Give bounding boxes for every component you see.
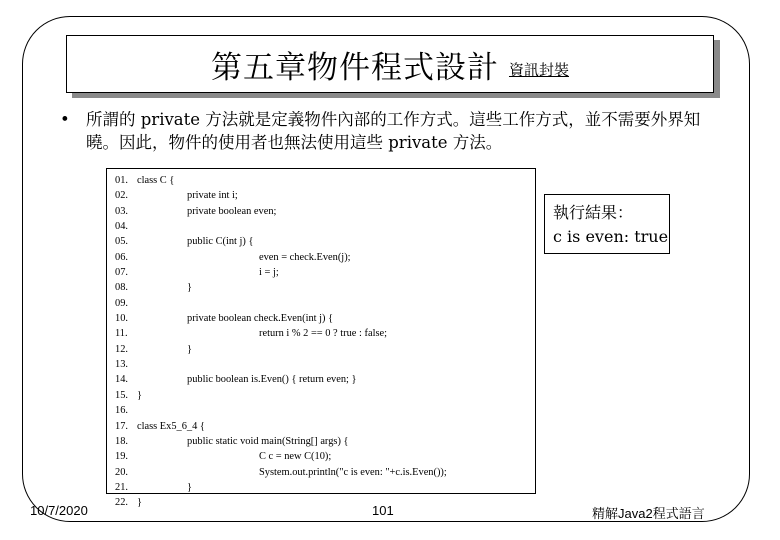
code-line-text: public C(int j) { bbox=[187, 236, 254, 248]
code-line-text: public boolean is.Even() { return even; } bbox=[187, 374, 357, 386]
bullet-text: 所謂的 private 方法就是定義物件內部的工作方式。這些工作方式，並不需要外界知曉。因此，物件的使用者也無法使用這些 private 方法。 bbox=[86, 110, 701, 152]
code-line-text: public static void main(String[] args) { bbox=[187, 435, 349, 447]
code-line bbox=[115, 311, 535, 326]
code-line-number: 05. bbox=[115, 236, 128, 248]
code-line-number: 12. bbox=[115, 343, 128, 355]
code-line-number: 04. bbox=[115, 221, 128, 233]
code-line bbox=[115, 188, 535, 203]
code-line bbox=[115, 419, 535, 434]
code-line-text: } bbox=[137, 389, 142, 401]
code-line bbox=[115, 342, 535, 357]
code-line-number: 21. bbox=[115, 481, 128, 493]
code-line bbox=[115, 388, 535, 403]
bullet-point bbox=[60, 108, 720, 154]
code-line bbox=[115, 434, 535, 449]
code-line-text: } bbox=[137, 497, 142, 509]
code-line bbox=[115, 250, 535, 265]
code-line-text: } bbox=[187, 481, 192, 493]
code-line-text: return i % 2 == 0 ? true : false; bbox=[259, 328, 387, 340]
code-line bbox=[115, 465, 535, 480]
code-line-number: 15. bbox=[115, 389, 128, 401]
code-line bbox=[115, 204, 535, 219]
code-line-text: private int i; bbox=[187, 190, 238, 202]
bullet-dot-icon: • bbox=[60, 110, 70, 129]
result-box bbox=[544, 194, 670, 254]
footer-date: 10/7/2020 bbox=[30, 503, 88, 518]
code-line bbox=[115, 403, 535, 418]
code-line-text: C c = new C(10); bbox=[259, 451, 332, 463]
code-line-text: private boolean even; bbox=[187, 205, 277, 217]
code-line-text: class C { bbox=[137, 175, 175, 186]
code-line bbox=[115, 372, 535, 387]
code-line bbox=[115, 280, 535, 295]
code-line-number: 13. bbox=[115, 359, 128, 371]
code-line-number: 09. bbox=[115, 297, 128, 309]
code-line bbox=[115, 296, 535, 311]
code-line bbox=[115, 234, 535, 249]
code-line-number: 03. bbox=[115, 205, 128, 217]
result-label: 執行結果： bbox=[553, 203, 634, 222]
title-box bbox=[66, 35, 714, 93]
code-line bbox=[115, 173, 535, 188]
code-line bbox=[115, 449, 535, 464]
code-line-number: 10. bbox=[115, 313, 128, 325]
code-line-text: class Ex5_6_4 { bbox=[137, 420, 205, 432]
code-line bbox=[115, 219, 535, 234]
code-line-number: 02. bbox=[115, 190, 128, 202]
code-line-text bbox=[135, 357, 137, 372]
slide-title: 第五章物件程式設計 bbox=[210, 49, 499, 86]
code-line-number: 18. bbox=[115, 435, 128, 447]
code-line-number: 19. bbox=[115, 451, 128, 463]
code-line-number: 20. bbox=[115, 466, 128, 478]
code-line-number: 14. bbox=[115, 374, 128, 386]
code-line-number: 22. bbox=[115, 497, 128, 509]
code-line-number: 07. bbox=[115, 267, 128, 279]
code-line-text: System.out.println("c is even: "+c.is.Even()); bbox=[259, 466, 447, 478]
code-line-text bbox=[135, 403, 137, 418]
code-line-number: 08. bbox=[115, 282, 128, 294]
code-line bbox=[115, 357, 535, 372]
code-line-text bbox=[135, 219, 137, 234]
slide-subtitle: 資訊封裝 bbox=[508, 60, 569, 79]
code-line-text: i = j; bbox=[259, 267, 279, 279]
code-line-number: 01. bbox=[115, 175, 128, 186]
code-line-number: 11. bbox=[115, 328, 128, 340]
code-line-text: } bbox=[187, 282, 192, 294]
code-line bbox=[115, 495, 535, 510]
code-line-number: 17. bbox=[115, 420, 128, 432]
code-line-text bbox=[135, 296, 137, 311]
result-value: c is even: true bbox=[553, 227, 669, 246]
code-listing bbox=[106, 168, 536, 509]
code-line-text: even = check.Even(j); bbox=[259, 251, 351, 263]
code-line-number: 16. bbox=[115, 405, 128, 417]
code-line-text: } bbox=[187, 343, 192, 355]
code-line bbox=[115, 265, 535, 280]
footer-page-number: 101 bbox=[372, 503, 394, 518]
code-line bbox=[115, 326, 535, 341]
footer-course-title: 精解Java2程式語言 bbox=[592, 506, 705, 521]
code-line bbox=[115, 480, 535, 495]
code-line-number: 06. bbox=[115, 251, 128, 263]
code-line-text: private boolean check.Even(int j) { bbox=[187, 313, 334, 325]
